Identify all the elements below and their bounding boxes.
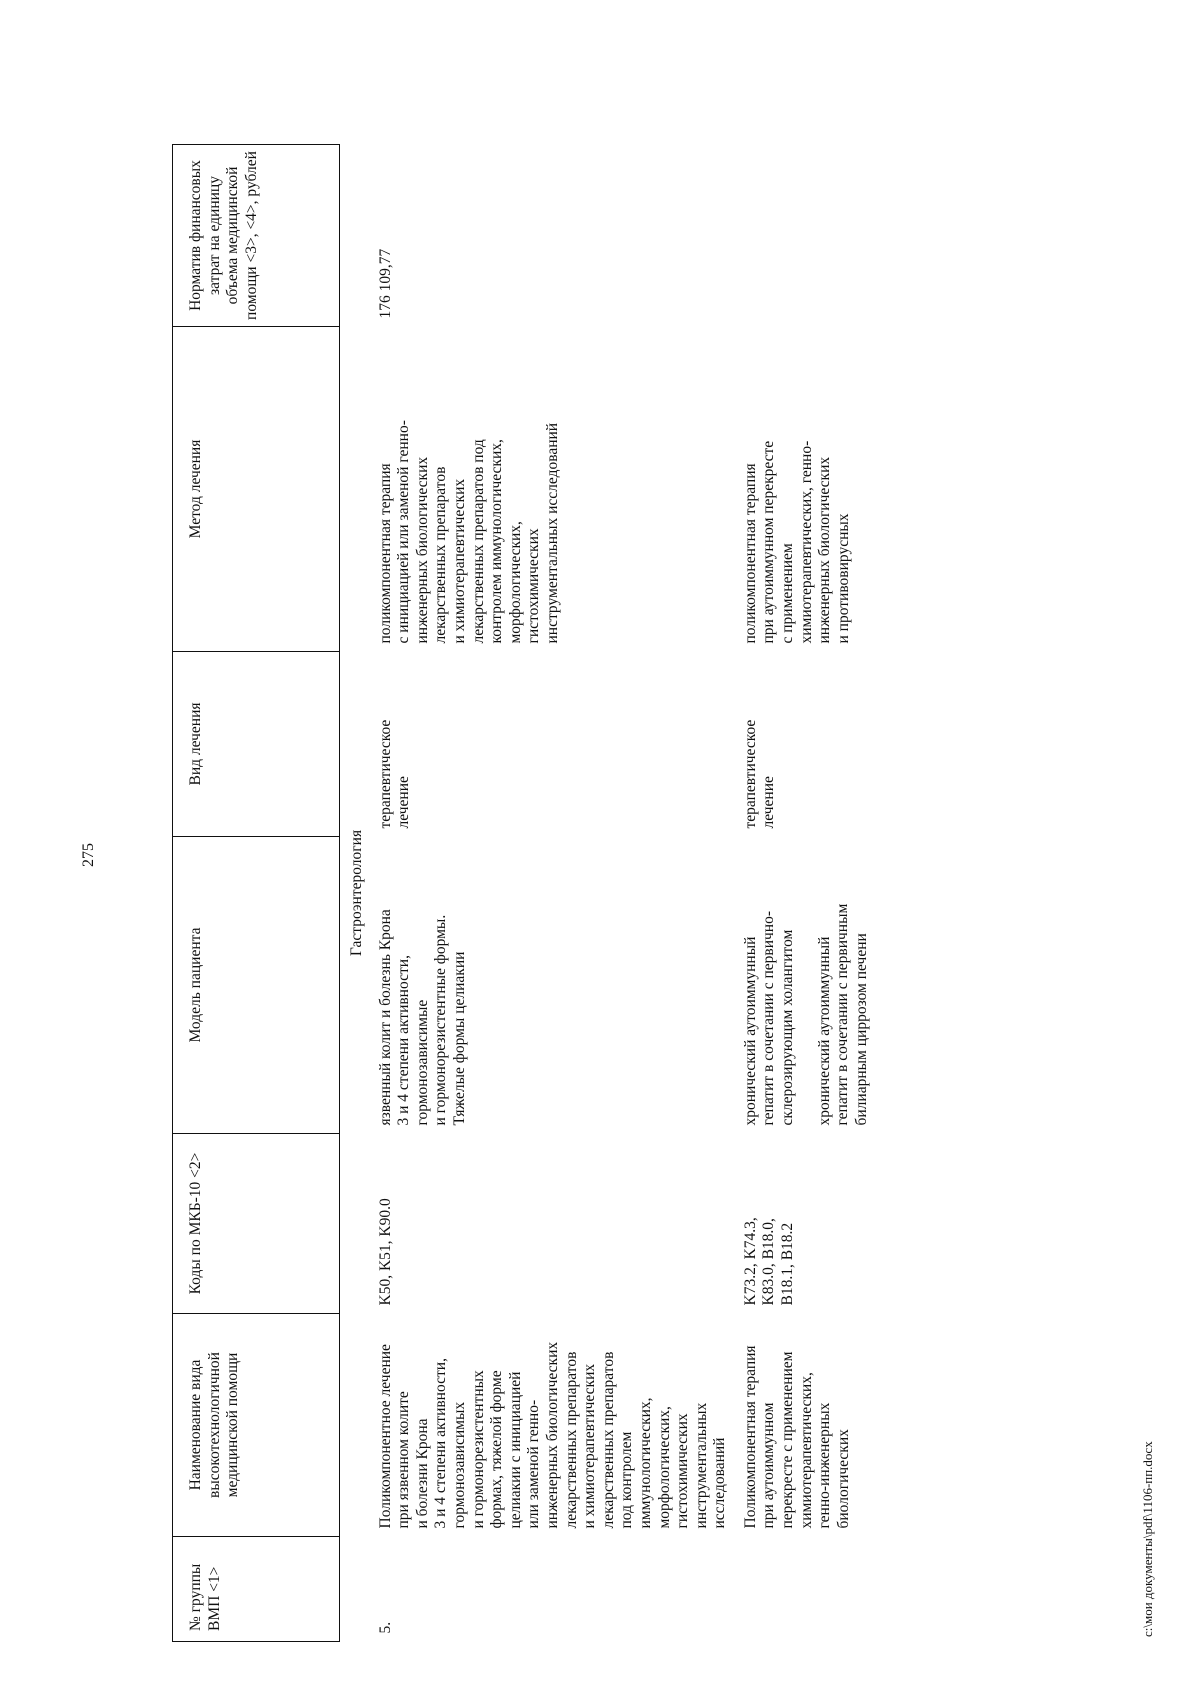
table-header-row: [173, 145, 340, 1642]
header-group-no: № группы ВМП <1>: [173, 1537, 340, 1642]
vmp-table: [172, 144, 877, 1642]
cell-group-no: [736, 1537, 878, 1642]
cell-treatment-method: поликомпонентная терапия с инициацией или заменой генно- инженерных биологических лекарственных препаратов и химиотерапевтических лекарственных препаратов под контролем иммунологических, морфологических, гистохимических инструментальных исследований: [376, 420, 561, 644]
table-row: [736, 145, 878, 1642]
patient-model-item: хронический аутоиммунный гепатит в сочетании с первичным билиарным циррозом печени: [815, 903, 870, 1126]
cell-vmp-name: Поликомпонентное лечение при язвенном колите и болезни Крона 3 и 4 степени активности, гормонозависимых и гормонорезистентных формах, тяжелой форме целиакии с инициацией или заменой генно- инженерных биологических лекарственных препаратов и химиотерапевтических лекарственных препаратов под контролем иммунологических, морфологических, гистохимических инструментальных исследований: [376, 1341, 729, 1529]
cell-treatment-type: терапевтическое лечение: [741, 719, 778, 829]
section-title: Гастроэнтерология: [348, 829, 365, 957]
header-vmp-name: Наименование вида высокотехнологичной медицинской помощи: [173, 1314, 340, 1537]
footer-file-path: c:\мои документы\pdf\1106-пп.docx: [1140, 1441, 1155, 1637]
cell-mkb-codes: K73.2, K74.3, K83.0, B18.0, B18.1, B18.2: [741, 1217, 797, 1306]
header-patient-model: Модель пациента: [173, 837, 340, 1134]
header-treatment-method: Метод лечения: [173, 327, 340, 652]
table-row: [371, 145, 736, 1642]
header-treatment-type: Вид лечения: [173, 652, 340, 837]
cell-patient-model: [736, 837, 878, 1134]
patient-model-item: хронический аутоиммунный гепатит в сочетании с первично- склерозирующим холангитом: [741, 910, 797, 1126]
header-cost-norm: Норматив финансовых затрат на единицу объема медицинской помощи <3>, <4>, рублей: [173, 145, 340, 327]
cell-cost-norm: 176 109,77: [376, 248, 394, 319]
cell-cost-norm: [736, 145, 878, 327]
cell-vmp-name: Поликомпонентная терапия при аутоиммунном перекресте с применением химиотерапевтических, генно-инженерных биологических: [741, 1345, 852, 1529]
cell-treatment-method: поликомпонентная терапия при аутоиммунном перекресте с применением химиотерапевтических, генно- инженерных биологических и противовирусных: [741, 440, 852, 644]
cell-group-no: 5.: [376, 1621, 394, 1634]
spacer: [798, 845, 816, 1126]
page-number: 275: [80, 843, 97, 867]
cell-treatment-type: терапевтическое лечение: [376, 719, 413, 829]
section-row: [340, 145, 371, 1642]
header-mkb-codes: Коды по МКБ-10 <2>: [173, 1134, 340, 1314]
cell-patient-model: язвенный колит и болезнь Крона 3 и 4 степени активности, гормонозависимые и гормонорезистентные формы. Тяжелые формы целиакии: [376, 909, 468, 1126]
cell-mkb-codes: K50, K51, K90.0: [376, 1198, 394, 1306]
